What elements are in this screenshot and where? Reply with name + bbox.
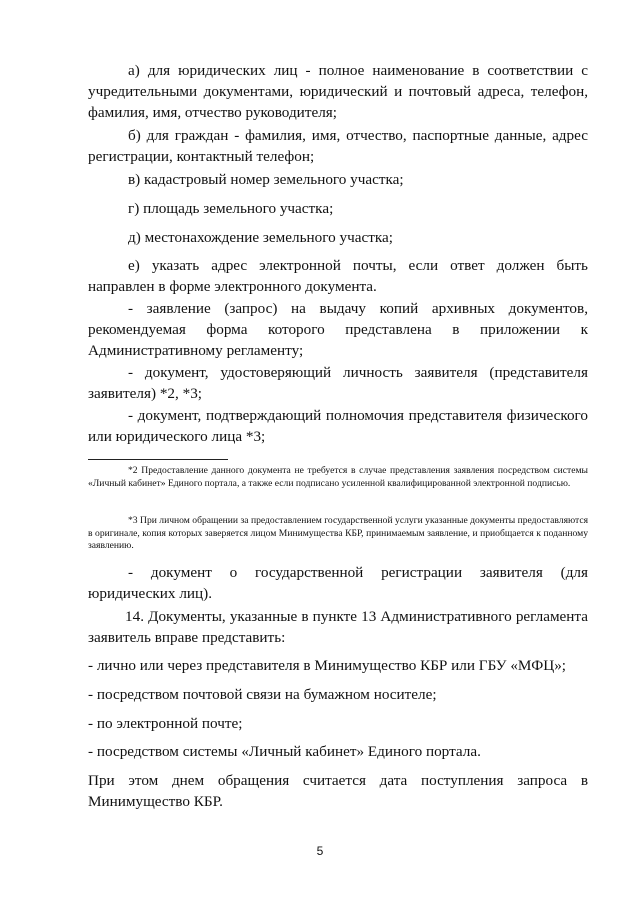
paragraph-registration-doc: - документ о государственной регистрации заявителя (для юридических лиц). (88, 564, 588, 602)
footnote-3: *3 При личном обращении за предоставлением государственной услуги указанные документы предоставляются в оригинале, копия которых заверяется лицом Минимущества КБР, принимаемым заявление, и приобщается к поданному заявлению. (88, 515, 588, 551)
paragraph-authority-doc: - документ, подтверждающий полномочия представителя физического или юридического лица *3; (88, 407, 588, 445)
paragraph-v: в) кадастровый номер земельного участка; (128, 171, 404, 188)
page-number: 5 (316, 844, 324, 858)
paragraph-g: г) площадь земельного участка; (128, 200, 334, 217)
footnote-2: *2 Предоставление данного документа не требуется в случае представления заявления посредством системы «Личный кабинет» Единого портала, а также если подписано усиленной квалифицированной электронной подписью. (88, 465, 588, 489)
paragraph-item-14: 14. Документы, указанные в пункте 13 Административного регламента заявитель вправе представить: (88, 608, 588, 646)
paragraph-b: б) для граждан - фамилия, имя, отчество, паспортные данные, адрес регистрации, контактный телефон; (88, 127, 588, 165)
option-cabinet: - посредством системы «Личный кабинет» Единого портала. (88, 743, 481, 760)
option-personal: - лично или через представителя в Минимущество КБР или ГБУ «МФЦ»; (88, 657, 567, 674)
paragraph-e: е) указать адрес электронной почты, если ответ должен быть направлен в форме электронного документа. (88, 257, 588, 295)
paragraph-d: д) местонахождение земельного участка; (128, 229, 393, 246)
footnote-separator (88, 459, 228, 460)
paragraph-a: а) для юридических лиц - полное наименование в соответствии с учредительными документами, юридический и почтовый адреса, телефон, фамилия, имя, отчество руководителя; (88, 62, 588, 121)
paragraph-identity-doc: - документ, удостоверяющий личность заявителя (представителя заявителя) *2, *3; (88, 364, 588, 402)
paragraph-closing: При этом днем обращения считается дата поступления запроса в Минимущество КБР. (88, 772, 588, 810)
option-email: - по электронной почте; (88, 715, 243, 732)
option-post: - посредством почтовой связи на бумажном носителе; (88, 686, 437, 703)
paragraph-application: - заявление (запрос) на выдачу копий архивных документов, рекомендуемая форма которого представлена в приложении к Административному регламенту; (88, 300, 588, 359)
